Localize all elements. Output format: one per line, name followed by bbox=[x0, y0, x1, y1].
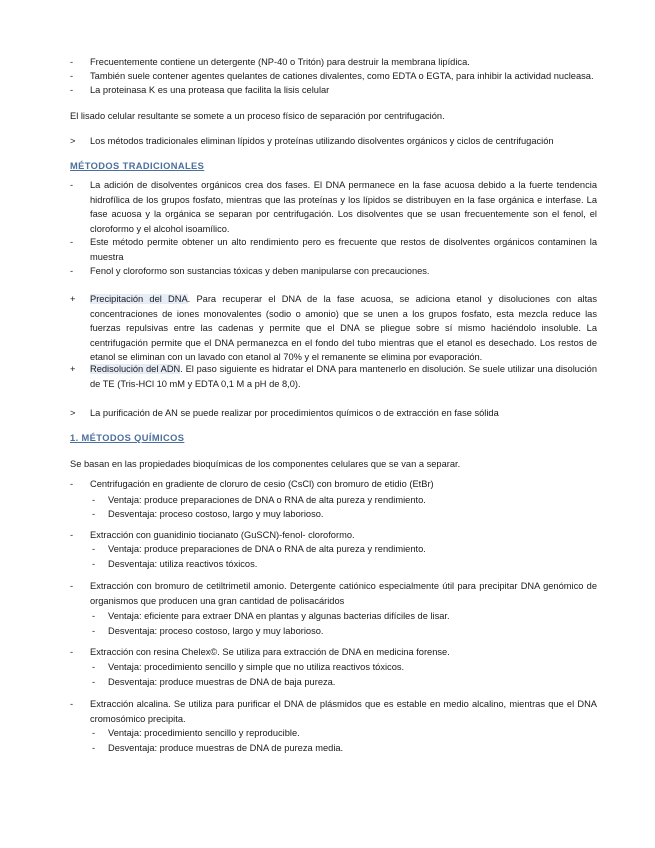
method-name: Centrifugación en gradiente de cloruro de cesio (CsCl) con bromuro de etidio (EtBr) bbox=[90, 479, 434, 489]
method-advantage bbox=[92, 726, 597, 741]
bullet-dash: - bbox=[70, 85, 74, 95]
traditional-bullet bbox=[70, 264, 597, 279]
step-text: . Para recuperar el DNA de la fase acuosa, se adiciona etanol y disoluciones con altas concentraciones de iones monovalentes (sodio o amonio) que se unen a los grupos fosfato, esta mezcla reduce las fuerzas repulsivas entre las cadenas y permite que el DNA se pliegue sobre sí mismo haciéndolo insoluble. La centrifugación permite que el DNA permanezca en el fondo del tubo mientras que el etanol es desechado. Los restos de etanol se eliminan con un lavado con etanol al 70% y el remanente se elimina por evaporación. bbox=[90, 294, 597, 363]
step-title: Precipitación del DNA bbox=[90, 294, 188, 304]
method-disadvantage bbox=[92, 557, 597, 572]
sub-bullet: - bbox=[92, 495, 96, 505]
method-disadvantage bbox=[92, 624, 597, 639]
bullet-text: Fenol y cloroformo son sustancias tóxicas y deben manipularse con precauciones. bbox=[90, 266, 430, 276]
bullet-text: La proteinasa K es una proteasa que facilita la lisis celular bbox=[90, 85, 330, 95]
intro-bullet bbox=[70, 69, 597, 84]
method-item bbox=[70, 645, 597, 660]
bullet-dash: - bbox=[70, 266, 74, 276]
method-advantage bbox=[92, 660, 597, 675]
heading-traditional-methods: MÉTODOS TRADICIONALES bbox=[70, 161, 205, 171]
disadvantage-text: Desventaja: utiliza reactivos tóxicos. bbox=[108, 559, 258, 569]
intro-bullet bbox=[70, 83, 597, 98]
bullet-dash: - bbox=[70, 699, 74, 709]
method-advantage bbox=[92, 493, 597, 508]
method-name: Extracción con resina Chelex©. Se utiliza para extracción de DNA en medicina forense. bbox=[90, 647, 450, 657]
method-disadvantage bbox=[92, 675, 597, 690]
step-precipitation bbox=[70, 292, 597, 365]
advantage-text: Ventaja: produce preparaciones de DNA o RNA de alta pureza y rendimiento. bbox=[108, 544, 426, 554]
bullet-dash: - bbox=[70, 479, 74, 489]
arrow-marker: > bbox=[70, 408, 76, 418]
sub-bullet: - bbox=[92, 743, 96, 753]
sub-bullet: - bbox=[92, 509, 96, 519]
sub-bullet: - bbox=[92, 662, 96, 672]
traditional-bullet bbox=[70, 178, 597, 236]
plus-marker: + bbox=[70, 364, 76, 374]
bullet-text: Este método permite obtener un alto rendimiento pero es frecuente que restos de disolventes orgánicos contaminen la muestra bbox=[90, 237, 597, 262]
advantage-text: Ventaja: procedimiento sencillo y simple que no utiliza reactivos tóxicos. bbox=[108, 662, 405, 672]
chemical-intro: Se basan en las propiedades bioquímicas de los componentes celulares que se van a separar. bbox=[70, 459, 461, 469]
sub-bullet: - bbox=[92, 611, 96, 621]
bullet-dash: - bbox=[70, 530, 74, 540]
sub-bullet: - bbox=[92, 626, 96, 636]
disadvantage-text: Desventaja: proceso costoso, largo y muy laborioso. bbox=[108, 626, 324, 636]
traditional-bullet bbox=[70, 235, 597, 264]
arrow-text: La purificación de AN se puede realizar por procedimientos químicos o de extracción en fase sólida bbox=[90, 408, 499, 418]
plus-marker: + bbox=[70, 294, 76, 304]
sub-bullet: - bbox=[92, 677, 96, 687]
sub-bullet: - bbox=[92, 728, 96, 738]
step-redissolution bbox=[70, 362, 597, 391]
method-advantage bbox=[92, 542, 597, 557]
bullet-dash: - bbox=[70, 581, 74, 591]
method-name: Extracción alcalina. Se utiliza para purificar el DNA de plásmidos que es estable en medio alcalino, mientras que el DNA cromosómico precipita. bbox=[90, 699, 597, 724]
method-name: Extracción con bromuro de cetiltrimetil amonio. Detergente catiónico especialmente útil para precipitar DNA genómico de organismos que producen una gran cantidad de polisacáridos bbox=[90, 581, 597, 606]
disadvantage-text: Desventaja: produce muestras de DNA de pureza media. bbox=[108, 743, 344, 753]
advantage-text: Ventaja: produce preparaciones de DNA o RNA de alta pureza y rendimiento. bbox=[108, 495, 426, 505]
disadvantage-text: Desventaja: proceso costoso, largo y muy laborioso. bbox=[108, 509, 324, 519]
sub-bullet: - bbox=[92, 544, 96, 554]
method-disadvantage bbox=[92, 507, 597, 522]
method-item bbox=[70, 697, 597, 726]
method-item bbox=[70, 528, 597, 543]
bullet-dash: - bbox=[70, 180, 74, 190]
arrow-point bbox=[70, 406, 597, 421]
advantage-text: Ventaja: eficiente para extraer DNA en plantas y algunas bacterias difíciles de lisar. bbox=[108, 611, 450, 621]
heading-chemical-methods: 1. MÉTODOS QUÍMICOS bbox=[70, 433, 185, 443]
intro-bullet bbox=[70, 55, 597, 70]
method-name: Extracción con guanidinio tiocianato (GuSCN)-fenol- cloroformo. bbox=[90, 530, 355, 540]
bullet-dash: - bbox=[70, 57, 74, 67]
arrow-point bbox=[70, 134, 597, 149]
arrow-text: Los métodos tradicionales eliminan lípidos y proteínas utilizando disolventes orgánicos y ciclos de centrifugación bbox=[90, 136, 554, 146]
bullet-text: Frecuentemente contiene un detergente (NP-40 o Tritón) para destruir la membrana lipídica. bbox=[90, 57, 470, 67]
advantage-text: Ventaja: procedimiento sencillo y reproducible. bbox=[108, 728, 300, 738]
method-item bbox=[70, 477, 597, 492]
lysate-paragraph: El lisado celular resultante se somete a un proceso físico de separación por centrifugación. bbox=[70, 111, 445, 121]
step-text: . El paso siguiente es hidratar el DNA para mantenerlo en disolución. Se suele utilizar una disolución de TE (Tris-HCl 10 mM y EDTA 0,1 M a pH de 8,0). bbox=[90, 364, 597, 389]
bullet-text: La adición de disolventes orgánicos crea dos fases. El DNA permanece en la fase acuosa debido a la fuerte tendencia hidrofílica de los grupos fosfato, mientras que las proteínas y los lípidos se distribuyen en la fase orgánica e interfase. La fase acuosa y la orgánica se separan por centrifugación. Los disolventes que se usan frecuentemente son el fenol, el cloroformo y el alcohol isoamílico. bbox=[90, 180, 597, 234]
method-advantage bbox=[92, 609, 597, 624]
method-disadvantage bbox=[92, 741, 597, 756]
arrow-marker: > bbox=[70, 136, 76, 146]
bullet-dash: - bbox=[70, 237, 74, 247]
disadvantage-text: Desventaja: produce muestras de DNA de baja pureza. bbox=[108, 677, 336, 687]
sub-bullet: - bbox=[92, 559, 96, 569]
step-title: Redisolución del ADN bbox=[90, 364, 181, 374]
bullet-dash: - bbox=[70, 71, 74, 81]
method-item bbox=[70, 579, 597, 608]
bullet-text: También suele contener agentes quelantes de cationes divalentes, como EDTA o EGTA, para inhibir la actividad nucleasa. bbox=[90, 71, 594, 81]
bullet-dash: - bbox=[70, 647, 74, 657]
